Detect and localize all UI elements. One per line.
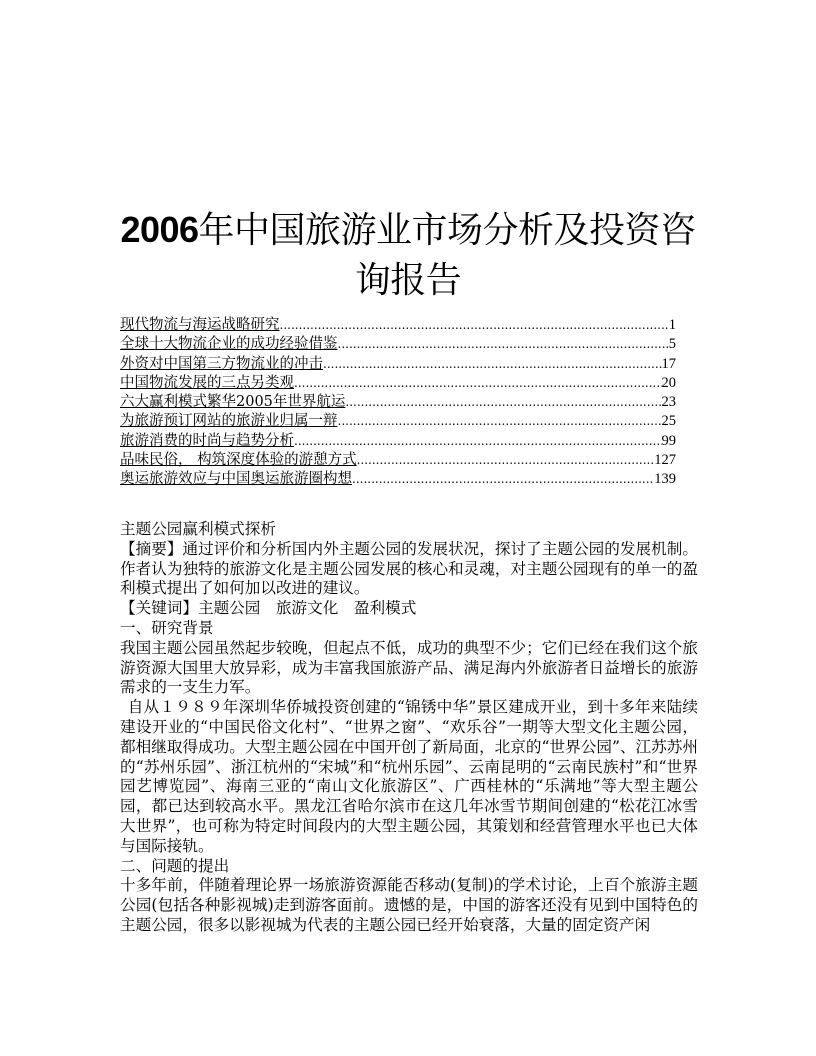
toc-entry[interactable] xyxy=(120,470,676,489)
article-body xyxy=(120,520,698,936)
toc-link[interactable]: 为旅游预订网站的旅游业归属一辩 xyxy=(120,413,338,430)
toc-leader xyxy=(338,335,669,354)
toc-page-number: 17 xyxy=(661,355,676,372)
toc-page-number: 23 xyxy=(661,394,676,411)
toc-page-number: 139 xyxy=(654,471,676,488)
toc-entry[interactable] xyxy=(120,412,676,431)
toc-leader xyxy=(323,355,662,374)
toc-leader xyxy=(280,316,669,335)
abstract: 【摘要】通过评价和分析国内外主题公园的发展状况，探讨了主题公园的发展机制。作者认为独特的旅游文化是主题公园发展的核心和灵魂，对主题公园现有的单一的盈利模式提出了如何加以改进的建议。 xyxy=(120,539,698,598)
toc-page-number: 127 xyxy=(654,452,676,469)
toc-entry[interactable] xyxy=(120,355,676,374)
article-title: 主题公园赢利模式探析 xyxy=(120,520,276,538)
keywords: 【关键词】主题公园 旅游文化 盈利模式 xyxy=(120,599,417,618)
toc-entry[interactable] xyxy=(120,335,676,354)
toc-leader xyxy=(294,432,662,451)
section-heading: 一、研究背景 xyxy=(120,618,214,637)
title-text: 年中国旅游业市场分析及投资咨询报告 xyxy=(198,210,696,301)
section-heading: 二、问题的提出 xyxy=(120,856,230,875)
title-year: 2006 xyxy=(120,209,199,250)
paragraph: 自从１９８９年深圳华侨城投资创建的“锦锈中华”景区建成开业，到十多年来陆续建设开业的“中国民俗文化村”、“世界之窗”、“欢乐谷”一期等大型文化主题公园，都相继取得成功。大型主题公园在中国开创了新局面，北京的“世界公园”、江苏苏州的“苏州乐园”、浙江杭州的“宋城”和“杭州乐园”、云南昆明的“云南民族村”和“世界园艺博览园”、海南三亚的“南山文化旅游区”、广西桂林的“乐满地”等大型主题公园，都已达到较高水平。黑龙江省哈尔滨市在这几年冰雪节期间创建的“松花江冰雪大世界”，也可称为特定时间段内的大型主题公园，其策划和经营管理水平也已大体与国际接轨。 xyxy=(120,698,698,855)
toc-entry[interactable] xyxy=(120,451,676,470)
toc-page-number: 5 xyxy=(668,336,676,353)
toc-leader xyxy=(345,393,661,412)
toc-page-number: 25 xyxy=(661,413,676,430)
toc-link[interactable]: 中国物流发展的三点另类观 xyxy=(120,374,294,391)
toc-leader xyxy=(294,374,662,393)
paragraph: 我国主题公园虽然起步较晚，但起点不低，成功的典型不少；它们已经在我们这个旅游资源大国里大放异彩，成为丰富我国旅游产品、满足海内外旅游者日益增长的旅游需求的一支生力军。 xyxy=(120,638,698,697)
toc-entry[interactable] xyxy=(120,432,676,451)
toc-leader xyxy=(357,451,655,470)
toc-link[interactable]: 外资对中国第三方物流业的冲击 xyxy=(120,355,323,372)
toc-leader xyxy=(352,470,654,489)
toc-entry[interactable] xyxy=(120,393,676,412)
page-title xyxy=(120,205,696,306)
toc-page-number: 99 xyxy=(661,432,676,449)
table-of-contents xyxy=(120,316,676,490)
toc-entry[interactable] xyxy=(120,374,676,393)
toc-leader xyxy=(338,412,662,431)
toc-link[interactable]: 旅游消费的时尚与趋势分析 xyxy=(120,432,294,449)
toc-link[interactable]: 六大赢利模式繁华2005年世界航运 xyxy=(120,394,346,411)
toc-link[interactable]: 奥运旅游效应与中国奥运旅游圈构想 xyxy=(120,471,352,488)
paragraph: 十多年前，伴随着理论界一场旅游资源能否移动(复制)的学术讨论，上百个旅游主题公园(包括各种影视城)走到游客面前。遗憾的是，中国的游客还没有见到中国特色的主题公园，很多以影视城为代表的主题公园已经开始衰落，大量的固定资产闲 xyxy=(120,876,698,934)
toc-entry[interactable] xyxy=(120,316,676,335)
toc-page-number: 1 xyxy=(668,317,676,333)
toc-link[interactable]: 现代物流与海运战略研究 xyxy=(120,317,280,333)
toc-page-number: 20 xyxy=(661,374,676,391)
toc-link[interactable]: 品味民俗， 构筑深度体验的游憩方式 xyxy=(120,452,357,469)
toc-link[interactable]: 全球十大物流企业的成功经验借鉴 xyxy=(120,336,338,353)
